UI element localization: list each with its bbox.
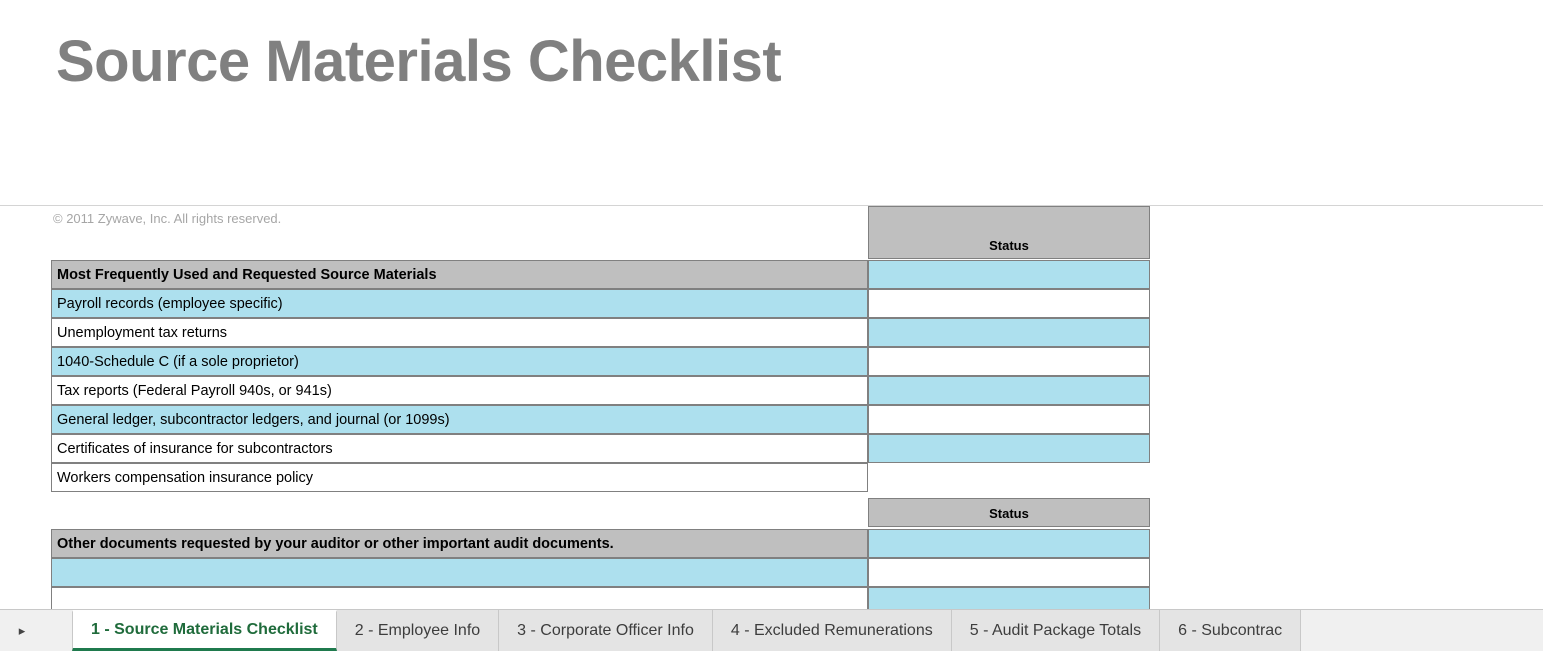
- status-cell[interactable]: [868, 558, 1150, 587]
- status-cell[interactable]: [868, 434, 1150, 463]
- row-label[interactable]: Payroll records (employee specific): [51, 289, 868, 318]
- tab-employee-info[interactable]: 2 - Employee Info: [337, 610, 499, 651]
- worksheet-area[interactable]: [0, 205, 1543, 610]
- status-cell[interactable]: [868, 289, 1150, 318]
- spacer-cell: [51, 498, 868, 527]
- chevron-right-icon[interactable]: ▸: [18, 623, 26, 638]
- row-label[interactable]: [51, 558, 868, 587]
- status-cell[interactable]: [868, 260, 1150, 289]
- status-cell[interactable]: [868, 529, 1150, 558]
- row-label[interactable]: Certificates of insurance for subcontractors: [51, 434, 868, 463]
- grid-divider: [0, 205, 1543, 206]
- copyright-text: © 2011 Zywave, Inc. All rights reserved.: [53, 211, 282, 226]
- status-cell[interactable]: [868, 405, 1150, 434]
- section-2-header[interactable]: Other documents requested by your auditor or other important audit documents.: [51, 529, 868, 558]
- status-column-header-2: Status: [868, 498, 1150, 527]
- status-column-header-1: Status: [868, 206, 1150, 259]
- sheet-tabs[interactable]: [72, 610, 1301, 651]
- row-label[interactable]: Tax reports (Federal Payroll 940s, or 941s): [51, 376, 868, 405]
- sheet-tab-bar[interactable]: [0, 609, 1543, 651]
- row-label[interactable]: Workers compensation insurance policy: [51, 463, 868, 492]
- row-label[interactable]: General ledger, subcontractor ledgers, and journal (or 1099s): [51, 405, 868, 434]
- status-cell[interactable]: [868, 318, 1150, 347]
- tab-corporate-officer-info[interactable]: 3 - Corporate Officer Info: [499, 610, 713, 651]
- tab-excluded-remunerations[interactable]: 4 - Excluded Remunerations: [713, 610, 952, 651]
- status-cell[interactable]: [868, 376, 1150, 405]
- page-title: Source Materials Checklist: [56, 29, 782, 94]
- status-cell[interactable]: [868, 463, 1150, 492]
- status-cell[interactable]: [868, 347, 1150, 376]
- section-1-header[interactable]: Most Frequently Used and Requested Source Materials: [51, 260, 868, 289]
- tab-source-materials-checklist[interactable]: 1 - Source Materials Checklist: [72, 610, 337, 651]
- tab-audit-package-totals[interactable]: 5 - Audit Package Totals: [952, 610, 1160, 651]
- tab-subcontractors[interactable]: 6 - Subcontrac: [1160, 610, 1301, 651]
- row-label[interactable]: Unemployment tax returns: [51, 318, 868, 347]
- row-label[interactable]: 1040-Schedule C (if a sole proprietor): [51, 347, 868, 376]
